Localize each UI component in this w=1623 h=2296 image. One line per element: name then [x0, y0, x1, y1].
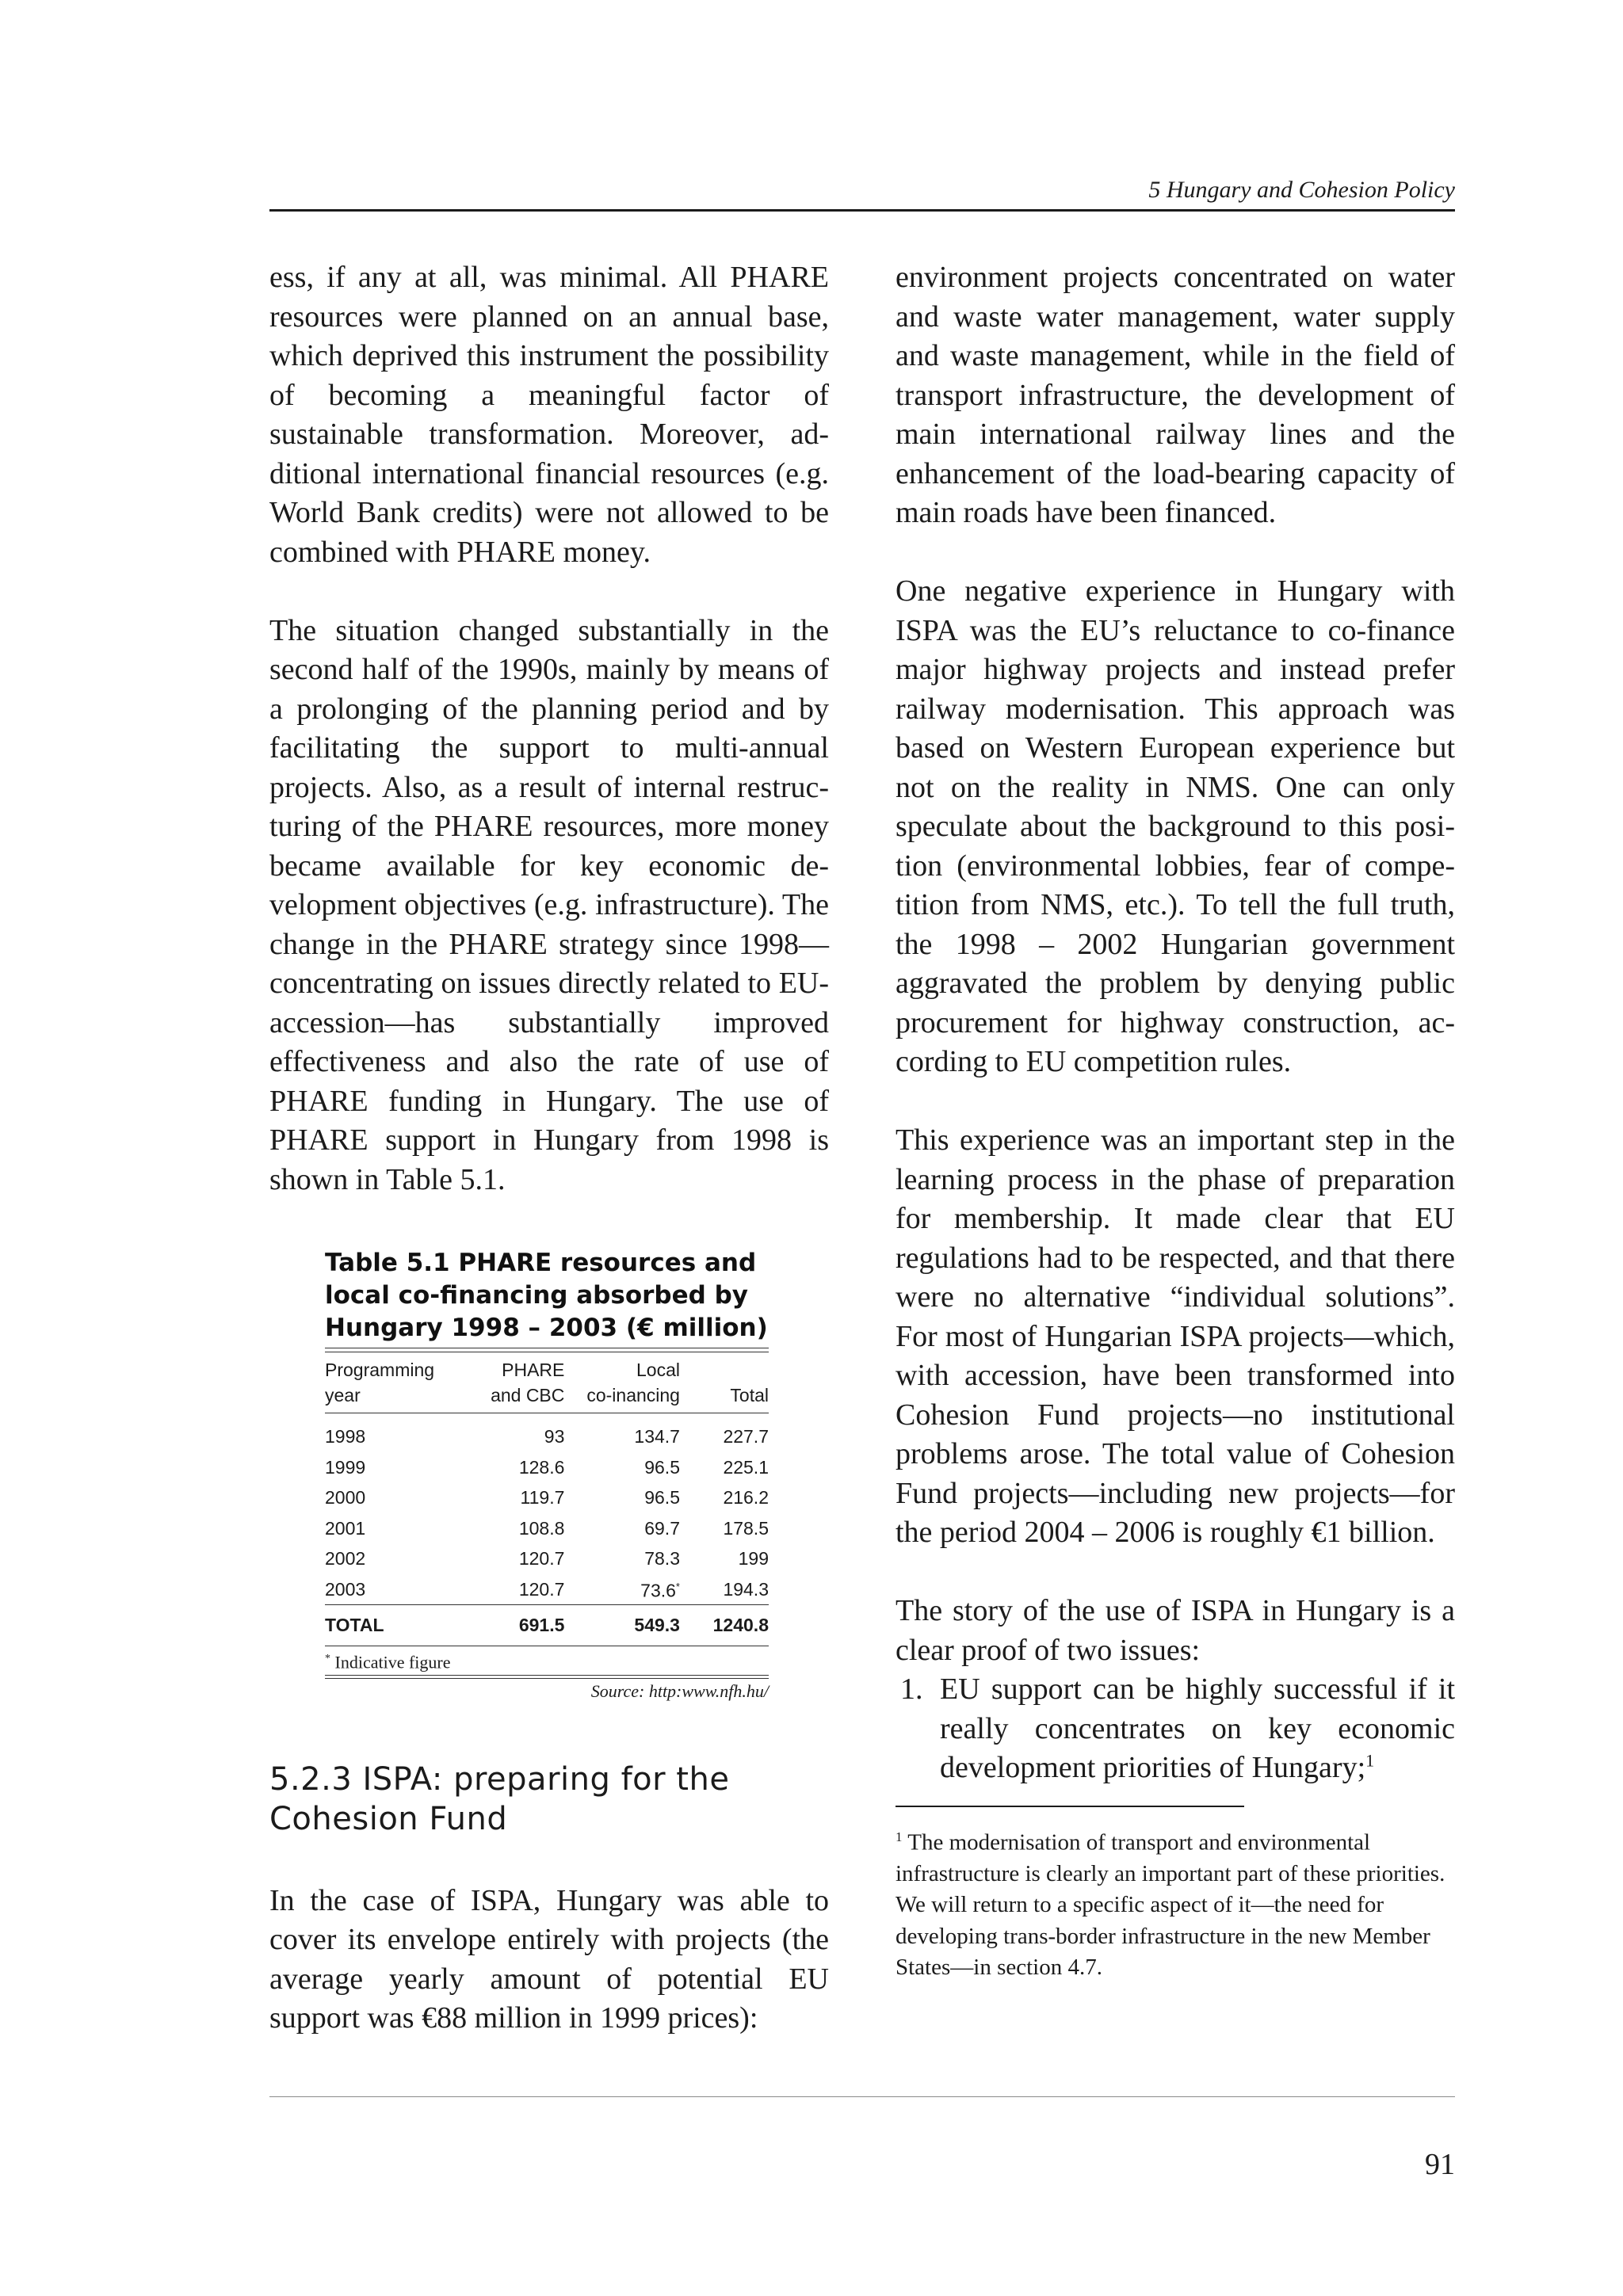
- table-cell: [564, 1574, 680, 1605]
- table-row: [325, 1574, 769, 1605]
- paragraph: This experience was an important step in the learning process in the phase of preparation for membership. It made clear that EU regulations had to be respected, and that there were no alternative “individual solutions”. For most of Hungarian ISPA projects—which, with accession, have been transformed into Cohesion Fund projects—no institutional problems arose. The total value of Cohesion Fund projects—including new projects—for the period 2004 – 2006 is roughly €1 billion.: [896, 1123, 1455, 1549]
- table-cell: 1999: [325, 1456, 366, 1478]
- column-header: Local: [636, 1360, 680, 1380]
- paragraph: ess, if any at all, was minimal. All PHARE resources were planned on an annual base, which deprived this instrument the possibility of becoming a meaningful factor of sustainable transformation. Moreover, additional international financial resources (e.g. World Bank credits) were not allowed to be combined with PHARE money.: [269, 261, 829, 569]
- paragraph: One negative experience in Hungary with ISPA was the EU’s reluctance to co-finance major highway projects and instead prefer railway modernisation. This approach was based on Western European experience but not on the reality in NMS. One can only speculate about the background to this position (environmental lobbies, fear of competition from NMS, etc.). To tell the full truth, the 1998 – 2002 Hungarian government aggravated the problem by denying public procurement for highway construction, according to EU competition rules.: [896, 574, 1455, 1078]
- footnote: [896, 1821, 1455, 1984]
- column-header: [680, 1357, 769, 1383]
- table-row: [325, 1482, 769, 1513]
- column-header: Programming: [325, 1360, 435, 1380]
- table-row: [325, 1452, 769, 1483]
- table-cell: 2003: [325, 1578, 366, 1600]
- paragraph: The situation changed substantially in the second half of the 1990s, mainly by means of a prolonging of the planning period and by facilitating the support to multi-annual projects. Also, as a result of internal restructuring of the PHARE resources, more money became available for key economic development objectives (e.g. infrastructure). The change in the PHARE strategy since 1998—concentrating on issues directly related to EU-accession—has substantially improved effectiveness and also the rate of use of PHARE funding in Hungary. The use of PHARE support in Hungary from 1998 is shown in Table 5.1.: [269, 613, 829, 1196]
- phare-table: [325, 1357, 769, 1646]
- section-heading: 5.2.3 ISPA: preparing for the Cohesion Fund: [269, 1760, 730, 1837]
- table-cell: 119.7: [520, 1487, 565, 1508]
- table-cell: 120.7: [518, 1578, 565, 1600]
- table-row: [325, 1513, 769, 1544]
- table-note-mark: *: [325, 1652, 330, 1665]
- header-rule: [269, 209, 1455, 212]
- table-cell: TOTAL: [325, 1605, 485, 1646]
- page-number: 91: [1425, 2148, 1455, 2181]
- table-cell: 2001: [325, 1517, 366, 1539]
- paragraph: The story of the use of ISPA in Hungary is a clear proof of two issues:: [896, 1594, 1455, 1667]
- footnote-rule: [896, 1806, 1244, 1807]
- running-head: 5 Hungary and Cohesion Policy: [1148, 177, 1455, 203]
- footnote-reference[interactable]: 1: [1365, 1750, 1375, 1771]
- table-title: Table 5.1 PHARE resources and local co-financing absorbed by Hungary 1998 – 2003 (€ million): [325, 1249, 768, 1342]
- table-cell: 93: [544, 1426, 565, 1447]
- column-header: Total: [680, 1383, 769, 1413]
- left-column: [269, 258, 829, 2039]
- table-cell: 1240.8: [680, 1605, 769, 1646]
- table-cell: 178.5: [723, 1517, 769, 1539]
- table-cell: 225.1: [723, 1456, 769, 1478]
- table-cell: 199: [738, 1548, 769, 1569]
- table-total-row: [325, 1605, 769, 1646]
- table-note-text: Indicative figure: [334, 1651, 451, 1672]
- table-source: Source: http:www.nfh.hu/: [590, 1680, 769, 1701]
- table-5-1: [325, 1247, 769, 1704]
- table-cell: 1998: [325, 1426, 366, 1447]
- footnote-mark: 1: [896, 1829, 903, 1844]
- table-cell: 69.7: [644, 1517, 680, 1539]
- footer-rule: [269, 2096, 1455, 2097]
- table-cell-value: 73.6: [640, 1581, 676, 1602]
- table-cell: 78.3: [644, 1548, 680, 1569]
- column-header: year: [325, 1383, 485, 1413]
- table-cell: 691.5: [485, 1605, 565, 1646]
- table-cell: 96.5: [644, 1456, 680, 1478]
- table-cell: 549.3: [564, 1605, 680, 1646]
- list-number: 1.: [900, 1672, 923, 1706]
- table-cell: 2002: [325, 1548, 366, 1569]
- paragraph: environment projects concentrated on water and waste water management, water supply and waste management, while in the field of transport infrastructure, the development of main international railway lines and the enhancement of the load-bearing capacity of main roads have been financed.: [896, 261, 1455, 529]
- table-cell: 227.7: [723, 1426, 769, 1447]
- column-header: and CBC: [485, 1383, 565, 1413]
- list-item: [896, 1670, 1455, 1788]
- table-row: [325, 1413, 769, 1452]
- table-cell: 108.8: [518, 1517, 565, 1539]
- issues-list: [896, 1670, 1455, 1788]
- table-cell: 216.2: [723, 1487, 769, 1508]
- column-header: PHARE: [502, 1360, 565, 1380]
- table-cell: 96.5: [644, 1487, 680, 1508]
- column-header: co-inancing: [564, 1383, 680, 1413]
- right-column: [896, 258, 1455, 1984]
- table-cell: 128.6: [518, 1456, 565, 1478]
- indicative-mark: *: [675, 1581, 680, 1593]
- table-cell: 2000: [325, 1487, 366, 1508]
- table-cell: 120.7: [518, 1548, 565, 1569]
- table-cell: 134.7: [634, 1426, 680, 1447]
- table-row: [325, 1543, 769, 1574]
- list-item-text: EU support can be highly successful if it really concentrates on key economic development priorities of Hungary;: [940, 1672, 1455, 1784]
- table-cell: 194.3: [723, 1578, 769, 1600]
- table-note: [325, 1646, 769, 1676]
- footnote-text: The modernisation of transport and environmental infrastructure is clearly an important part of these priorities. We will return to a specific aspect of it—the need for developing trans-border infrastructure in the new Member States—in section 4.7.: [896, 1829, 1445, 1981]
- paragraph: In the case of ISPA, Hungary was able to cover its envelope entirely with projects (the average yearly amount of potential EU support was €88 million in 1999 prices):: [269, 1883, 829, 2035]
